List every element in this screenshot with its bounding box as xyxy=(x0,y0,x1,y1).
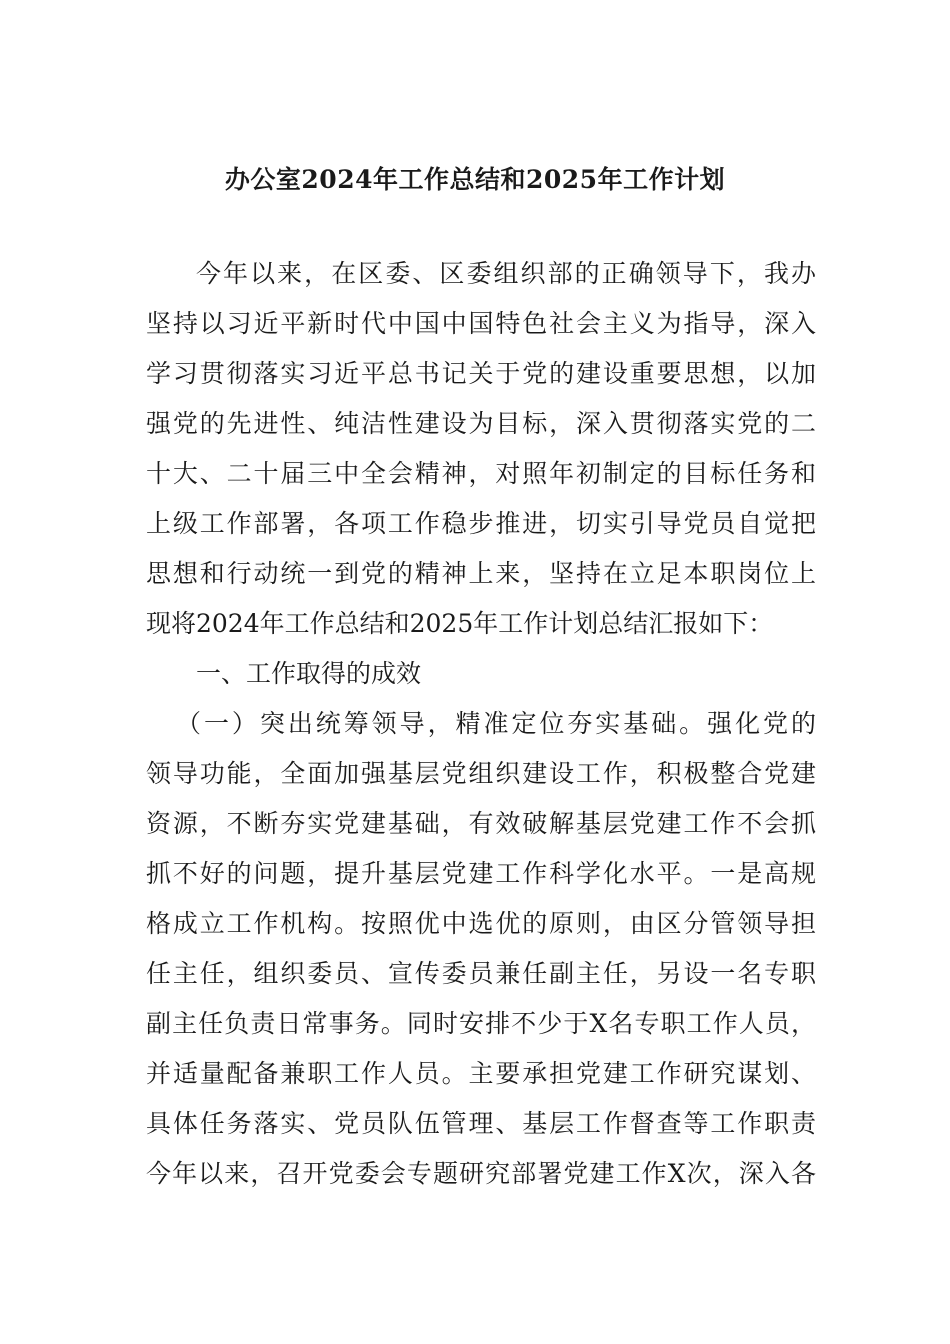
body-line: 强党的先进性、纯洁性建设为目标，深入贯彻落实党的二 xyxy=(146,409,816,438)
body-line: 具体任务落实、党员队伍管理、基层工作督查等工作职责 xyxy=(146,1109,816,1138)
body-line: 并适量配备兼职工作人员。主要承担党建工作研究谋划、 xyxy=(146,1059,816,1088)
body-line: 任主任，组织委员、宣传委员兼任副主任，另设一名专职 xyxy=(146,959,816,988)
body-line: 上级工作部署，各项工作稳步推进，切实引导党员自觉把 xyxy=(146,509,816,538)
document-body xyxy=(146,249,816,1199)
body-line: 抓不好的问题，提升基层党建工作科学化水平。一是高规 xyxy=(146,859,816,888)
body-line: 格成立工作机构。按照优中选优的原则，由区分管领导担 xyxy=(146,909,816,938)
body-line: 坚持以习近平新时代中国中国特色社会主义为指导，深入 xyxy=(146,309,816,338)
body-line: 现将2024年工作总结和2025年工作计划总结汇报如下： xyxy=(146,609,774,638)
body-line: 思想和行动统一到党的精神上来，坚持在立足本职岗位上 xyxy=(146,559,816,588)
subsection-heading-line: （一）突出统筹领导，精准定位夯实基础。强化党的 xyxy=(176,709,816,738)
body-line: 学习贯彻落实习近平总书记关于党的建设重要思想，以加 xyxy=(146,359,816,388)
body-line: 十大、二十届三中全会精神，对照年初制定的目标任务和 xyxy=(146,459,816,488)
body-line: 副主任负责日常事务。同时安排不少于X名专职工作人员， xyxy=(146,1009,816,1038)
body-line: 领导功能，全面加强基层党组织建设工作，积极整合党建 xyxy=(146,759,816,788)
document-title: 办公室2024年工作总结和2025年工作计划 xyxy=(224,165,726,194)
body-line: 今年以来，在区委、区委组织部的正确领导下，我办 xyxy=(196,259,816,288)
body-line: 资源，不断夯实党建基础，有效破解基层党建工作不会抓 xyxy=(146,809,816,838)
section-heading: 一、工作取得的成效 xyxy=(196,659,422,688)
body-line: 今年以来，召开党委会专题研究部署党建工作X次，深入各 xyxy=(146,1159,816,1188)
